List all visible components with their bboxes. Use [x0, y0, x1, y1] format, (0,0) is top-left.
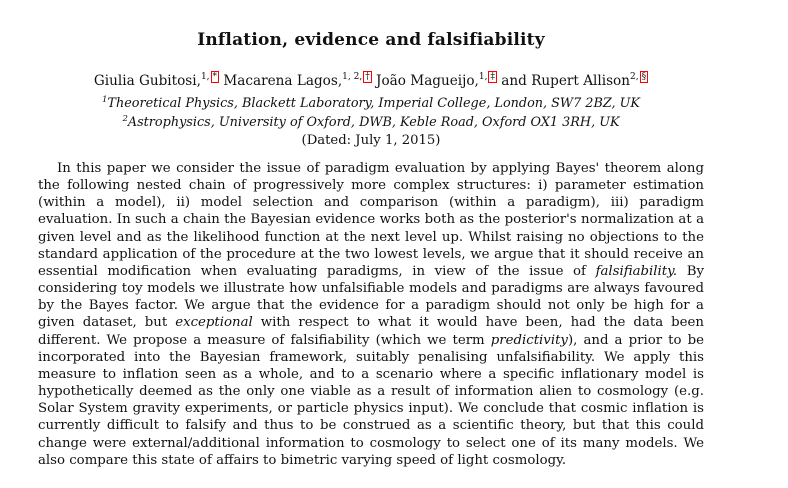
affiliation-text: Theoretical Physics, Blackett Laboratory, Imperial College, London, SW7 2BZ, UK: [107, 96, 640, 111]
author-name: Giulia Gubitosi,: [93, 73, 201, 89]
abstract-text: In this paper we consider the issue of paradigm evaluation by applying Bayes' theorem along the following nested chain of progressively more complex structures: i) parameter estimation (within a model), ii) model selection and comparison (within a paradigm), iii) paradigm evaluation. In such a chain the Bayesian evidence works both as the posterior's normalization at a given level and as the likelihood function at the next level up. Whilst raising no objections to the standard application of the procedure at the two lowest levels, we argue that it should receive an essential modification when evaluating paradigms, in view of the issue of: [38, 161, 704, 279]
author-affiliation-mark: 1,: [478, 72, 488, 82]
author-list: [0, 71, 742, 89]
author-affiliation-mark: 2,: [629, 72, 639, 82]
author-name: Macarena Lagos,: [223, 73, 343, 89]
footnote-link-3[interactable]: ‡: [490, 72, 495, 82]
author-affiliation-mark: 1, 2,: [342, 72, 363, 82]
abstract: [38, 160, 704, 469]
date-line: (Dated: July 1, 2015): [301, 133, 441, 148]
author-separator: and: [496, 73, 532, 89]
affiliation-number: 2: [122, 114, 128, 124]
abstract-text: with respect to what it would have been, had the data been different. We propose a measure of falsifiability (which we term: [38, 315, 704, 348]
affiliation-1: [0, 96, 742, 111]
abstract-text: By considering toy models we illustrate how unfalsifiable models and paradigms are always favoured by the Bayes factor. We argue that the evidence for a paradigm should not only be high for a given dataset, but: [38, 263, 704, 331]
author-name: Rupert Allison: [531, 73, 630, 89]
abstract-emphasis: predictivity: [490, 332, 568, 348]
author-affiliation-mark: 1,: [200, 72, 210, 82]
footnote-link-4[interactable]: §: [641, 72, 647, 82]
paper-title: Inflation, evidence and falsifiability: [197, 30, 545, 50]
author-name: João Magueijo,: [376, 73, 479, 89]
footnote-link-1[interactable]: *: [212, 72, 218, 82]
affiliation-number: 1: [102, 95, 108, 105]
affiliation-2: [0, 115, 742, 130]
affiliation-text: Astrophysics, University of Oxford, DWB, Keble Road, Oxford OX1 3RH, UK: [127, 115, 620, 130]
abstract-text: ), and a prior to be incorporated into the Bayesian framework, suitably penalising unfalsifiability. We apply this measure to inflation seen as a whole, and to a scenario where a specific inflationary model is hypothetically deemed as the only one viable as a result of information alien to cosmology (e.g. Solar System gravity experiments, or particle physics input). We conclude that cosmic inflation is currently difficult to falsify and thus to be construed as a scientific theory, but that this could change were external/additional information to cosmology to select one of its many models. We also compare this state of affairs to bimetric varying speed of light cosmology.: [38, 332, 704, 468]
footnote-link-2[interactable]: †: [365, 72, 370, 82]
abstract-emphasis: falsifiability.: [595, 263, 678, 279]
abstract-emphasis: exceptional: [175, 315, 253, 331]
